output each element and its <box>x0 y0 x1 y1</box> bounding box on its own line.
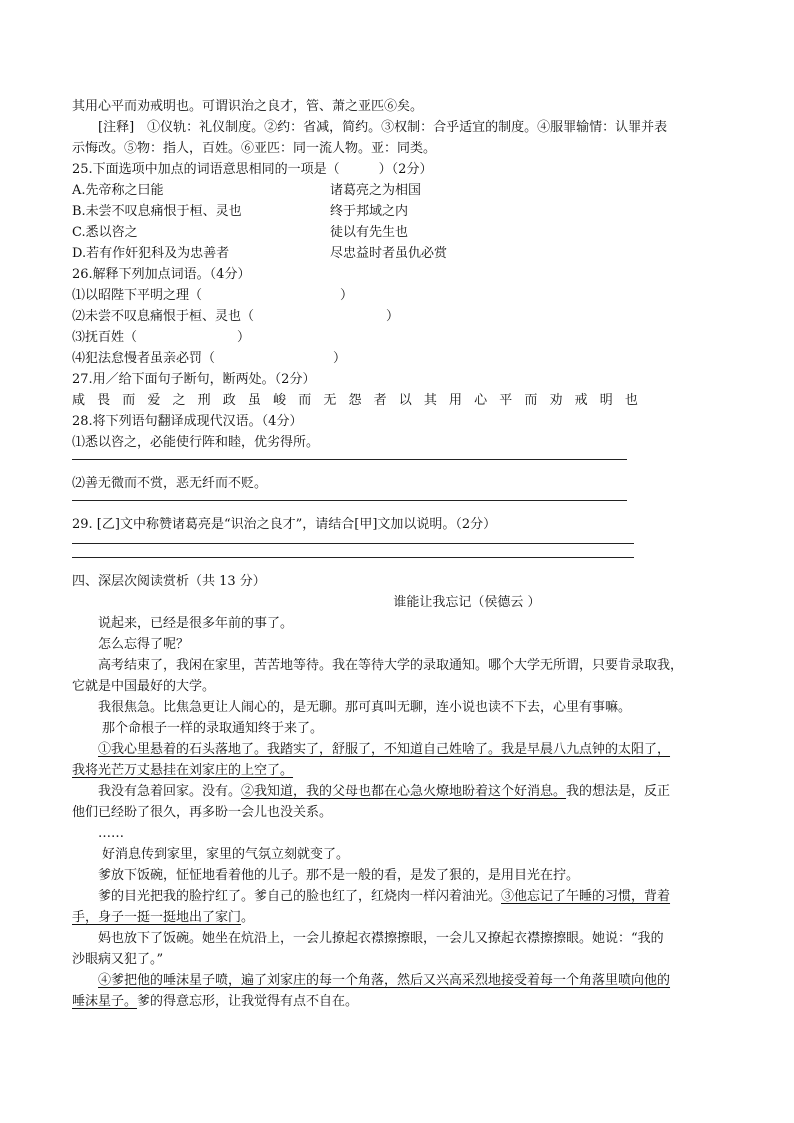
story-paragraph: 好消息传到家里，家里的气氛立刻就变了。 <box>102 847 350 862</box>
story-paragraph: 我没有急着回家。没有。②我知道，我的父母也都在心急火燎地盼着这个好消息。我的想法是，反正 <box>98 784 671 799</box>
q26-item-4: ⑷犯法怠慢者虽亲必罚（ ） <box>72 351 347 366</box>
q25-stem: 25.下面选项中加点的词语意思相同的一项是（ ）（2分） <box>72 162 433 177</box>
story-title: 谁能让我忘记（侯德云 ） <box>393 595 541 610</box>
story-paragraph-cont: 手，身子一挺一挺地出了家门。 <box>72 910 255 925</box>
story-paragraph: 我很焦急。比焦急更让人闹心的，是无聊。那可真叫无聊，连小说也读不下去，心里有事嘛。 <box>98 700 632 715</box>
q28-item-2: ⑵善无微而不赏，恶无纤而不贬。 <box>72 476 268 491</box>
q27-stem: 27.用／给下面句子断句，断两处。（2分） <box>72 372 316 387</box>
story-paragraph: 那个命根子一样的录取通知终于来了。 <box>102 721 324 736</box>
story-paragraph: 爹的目光把我的脸拧红了。爹自己的脸也红了，红烧肉一样闪着油光。③他忘记了午睡的习惯，背着 <box>98 889 671 904</box>
q26-item-2: ⑵未尝不叹息痛恨于桓、灵也（ ） <box>72 309 400 324</box>
passage-end: 其用心平而劝戒明也。可谓识治之良才，管、萧之亚匹⑥矣。 <box>72 99 424 114</box>
q29-stem: 29. [乙]文中称赞诸葛亮是“识治之良才”，请结合[甲]文加以说明。（2分） <box>72 517 497 532</box>
story-paragraph: 高考结束了，我闲在家里，苦苦地等待。我在等待大学的录取通知。哪个大学无所谓，只要肯录取我， <box>98 658 684 673</box>
answer-line[interactable] <box>72 459 627 460</box>
q27-sentence: 咸 畏 而 爱 之 刑 政 虽 峻 而 无 怨 者 以 其 用 心 平 而 劝 戒 明 也 <box>72 393 642 408</box>
q28-item-1: ⑴悉以咨之，必能使行阵和睦，优劣得所。 <box>72 435 320 450</box>
story-paragraph-cont: 它就是中国最好的大学。 <box>72 679 216 694</box>
story-paragraph: 妈也放下了饭碗。她坐在炕沿上，一会儿撩起衣襟擦擦眼，一会儿又撩起衣襟擦擦眼。她说：“我的 <box>98 931 664 946</box>
q25-option-b: B.未尝不叹息痛恨于桓、灵也 终于邦域之内 <box>72 204 409 219</box>
notes-line-2: 示悔改。⑤物：指人，百姓。⑥亚匹：同一流人物。亚：同类。 <box>72 141 437 156</box>
underlined-sentence-4-cont: 唾沫星子。 <box>72 994 138 1009</box>
story-paragraph: 说起来，已经是很多年前的事了。 <box>98 616 294 631</box>
q26-item-1: ⑴以昭陛下平明之理（ ） <box>72 288 354 303</box>
notes-line-1: [注释] ①仪轨：礼仪制度。②约：省减，简约。③权制：合乎适宜的制度。④服罪输情：认罪并表 <box>98 120 668 135</box>
underlined-sentence-1: ①我心里悬着的石头落地了。我踏实了，舒服了，不知道自己姓啥了。我是早晨八九点钟的太阳了， <box>98 742 671 757</box>
section-heading: 四、深层次阅读赏析（共 13 分） <box>72 574 266 589</box>
underlined-sentence-2: ②我知道，我的父母也都在心急火燎地盼着这个好消息。 <box>241 784 567 799</box>
story-paragraph: 怎么忘得了呢？ <box>98 637 190 652</box>
q25-option-d: D.若有作奸犯科及为忠善者 尽忠益时者虽仇必赏 <box>72 246 448 261</box>
underlined-sentence-3-cont: 手，身子一挺一挺地出了家门 <box>72 910 242 925</box>
underlined-sentence-4: ④爹把他的唾沫星子喷，遍了刘家庄的每一个角落，然后又兴高采烈地接受着每一个角落里喷向他的 <box>98 973 671 988</box>
story-paragraph-cont: 唾沫星子。爹的得意忘形，让我觉得有点不自在。 <box>72 994 359 1009</box>
q25-option-c: C.悉以咨之 徒以有先生也 <box>72 225 409 240</box>
exam-page <box>72 96 742 1012</box>
answer-line[interactable] <box>72 543 634 544</box>
ellipsis: …… <box>98 826 124 841</box>
q26-item-3: ⑶抚百姓（ ） <box>72 330 251 345</box>
story-paragraph-cont: 沙眼病又犯了。” <box>72 952 164 967</box>
underlined-sentence-3: ③他忘记了午睡的习惯，背着 <box>501 889 671 904</box>
answer-line[interactable] <box>72 557 634 558</box>
q28-stem: 28.将下列语句翻译成现代汉语。（4分） <box>72 414 303 429</box>
q25-option-a: A.先帝称之曰能 诸葛亮之为相国 <box>72 183 422 198</box>
story-paragraph: 爹放下饭碗，怔怔地看着他的儿子。那不是一般的看，是发了狠的，是用目光在拧。 <box>98 868 580 883</box>
q26-stem: 26.解释下列加点词语。（4分） <box>72 267 251 282</box>
answer-line[interactable] <box>72 500 627 501</box>
underlined-sentence-1-cont: 我将光芒万丈悬挂在刘家庄的上空了。 <box>72 763 294 778</box>
story-paragraph-cont: 他们已经盼了很久，再多盼一会儿也没关系。 <box>72 805 333 820</box>
